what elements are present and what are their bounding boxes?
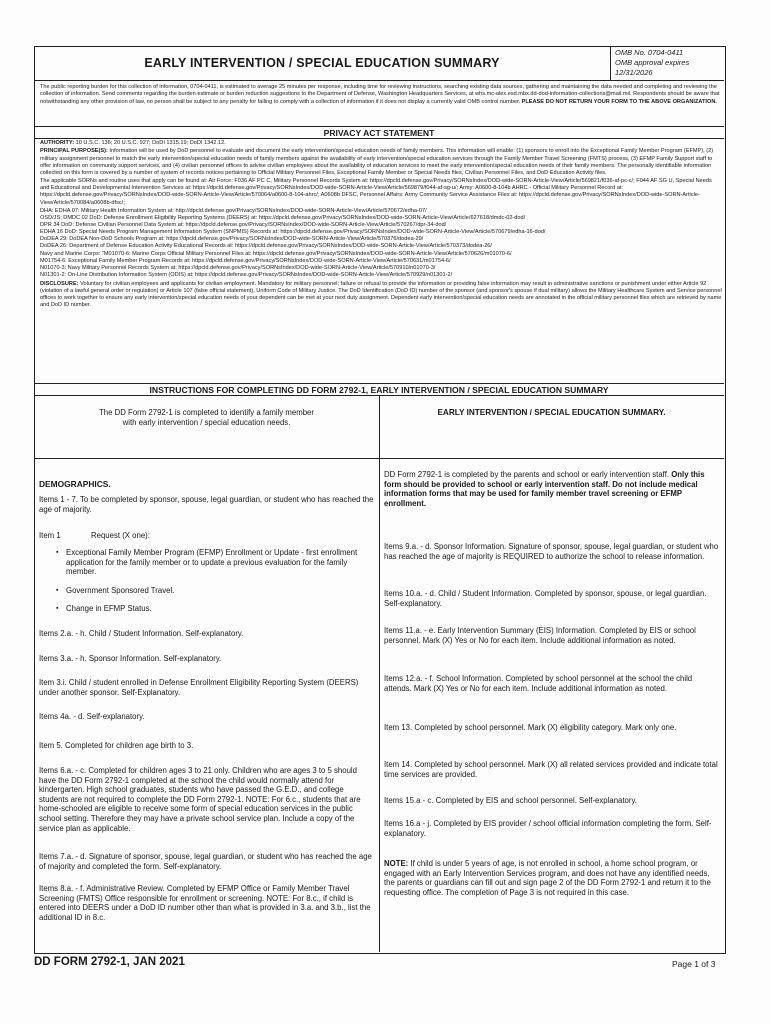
left-item: Items 6.a. - c. Completed for children ages 3 to 21 only. Children who are ages 3 to 5 should have the DD Form 2792-1 completed at the school the child would normally attend for kindergarten. High school graduates, students who have passed the G.E.D., and college students are not required to complete the DD Form 2792-1. NOTE: For 6.c., students that are home-schooled are eligible to receive some form of special education services in the public school setting. Therefore they may have a private school service plan. Include a copy of the service plan as applicable. (39, 766, 361, 833)
purpose-text: Information will be used by DoD personnel to evaluate and document the early intervention/special education needs of family members. This information will enable: (1) sponsors to enroll into the Exceptional Family Member Program (EFMP), (2) military assignment personnel to match the early intervention/special education needs of family members against the availability of early intervention/special education services through the Family Member Travel Screening (FMTS) process, (3) EFMP Family Support staff to offer information on community support services, and (4) civilian personnel offices to advise civilian employees about the availability of education services to meet the early intervention/special education needs of their family members. The personally identifiable information collected on this form is covered by a number of system of records notices pertaining to Official Military Personnel Files, Exceptional Family Member or Special Needs files, Civilian Personnel Files, and DoD Education Activity files. (40, 148, 714, 176)
authority-paragraph (40, 140, 722, 147)
note-text: If child is under 5 years of age, is not enrolled in school, a home school program, or engaged with an Early Intervention Services program, and does not have any identified needs, the parents or guardians can fill out and sign page 2 of the DD Form 2792-1 and return it to the requesting office. The completion of Page 3 is not required in this case. (384, 859, 711, 897)
right-intro (384, 470, 719, 508)
form-header (34, 46, 724, 81)
purpose-label: PRINCIPAL PURPOSE(S): (40, 148, 108, 155)
right-item: Items 12.a. - f. School Information. Completed by school personnel at the school the child attends. Mark (X) Yes or No for each item. Include additional information as noted. (384, 674, 693, 693)
right-heading: EARLY INTERVENTION / SPECIAL EDUCATION SUMMARY. (437, 408, 666, 417)
items-1-7-text: Items 1 - 7. To be completed by sponsor, spouse, legal guardian, or student who has reached the age of majority. (39, 495, 374, 514)
form-identifier: DD FORM 2792-1, JAN 2021 (34, 956, 185, 968)
left-item: Item 3.i. Child / student enrolled in Defense Enrollment Eligibility Reporting System (DEERS) under another sponsor. Self-Explanatory. (39, 678, 359, 697)
sorn-line: N01301-2: On-Line Distribution Information System (ODIS) at: https://dpcld.defense.gov/Privacy/SORNsIndex/DOD-wide-SORN-Article-View/Article/570929/n01301-2/ (40, 271, 453, 278)
right-item: Items 10.a. - d. Child / Student Information. Completed by sponsor, spouse, or legal guardian. Self-explanatory. (384, 589, 707, 608)
disclosure-label: DISCLOSURE: (40, 280, 79, 287)
item-1-text: Request (X one): (91, 531, 150, 540)
right-intro-bold: Only this form should be provided to school or early intervention staff. Do not include medical information forms that may be used for family member travel screening or EFMP enrollment. (384, 470, 705, 508)
purpose-paragraph (40, 148, 722, 176)
right-item: Items 15.a - c. Completed by EIS and school personnel. Self-explanatory. (384, 796, 637, 805)
left-item: Items 3.a. - h. Sponsor Information. Self-explanatory. (39, 654, 222, 663)
note-paragraph (384, 859, 719, 897)
bullet-travel: ▪ Government Sponsored Travel. (66, 586, 373, 596)
page-number: Page 1 of 3 (672, 959, 716, 969)
omb-date: 12/31/2026 (615, 68, 653, 77)
demographics-label: DEMOGRAPHICS. (39, 479, 111, 489)
sorn-intro: The applicable SORNs and routine uses that apply can be found at: Air Force: F036 AF PC C, Military Personnel Records System at: https://dpcld.defense.gov/Privacy/SORNsIndex/DOD-wide-SORN-Article-View/Article/569821/f036-af-pc-c/; F044 AF SG U, Special Needs and Educational and Developmental Intervention Services at: https://dpcld.defense.gov/Privacy/SORNsIndex/DOD-wide-SORN-Article-View/Article/569879/f044-af-sg-u/; Army: A0600-8-104b AHRC - Official Military Personnel Record at: https://dpcld.defense.gov/Privacy/SORNsIndex/DOD-wide-SORN-Article-View/Article/570064/a0600-8-104-ahrc/; A0608b DFSC, Personnel Affairs: Army Community Service Assistance Files at: https://dpcld.defense.gov/Privacy/SORNsIndex/DOD-wide-SORN-Article-View/Article/570084/a0608b-dfsc/; (40, 178, 712, 206)
sorn-line: OSD/JS: DMDC 02 DoD: Defense Enrollment Eligibility Reporting Systems (DEERS) at: https://dpcld.defense.gov/Privacy/SORNsIndex/DOD-wide-SORN-Article-View/Article/627618/dmdc-02-dod/ (40, 215, 526, 222)
omb-box (610, 46, 724, 80)
left-item: Items 2.a. - h. Child / Student Information. Self-explanatory. (39, 629, 244, 638)
right-item: Items 11.a. - e. Early Intervention Summary (EIS) Information. Completed by EIS or school personnel. Mark (X) Yes or No for each item. Include additional information as noted. (384, 626, 696, 645)
sorn-line: DoDEA 29: DoDEA Non-DoD Schools Program at: https://dpcld.defense.gov/Privacy/SORNsIndex/DOD-wide-SORN-Article-View/Article/570376/dodea-29/ (40, 236, 424, 243)
left-intro-text: The DD Form 2792-1 is completed to identify a family member with early intervention / special education needs. (99, 408, 314, 427)
bullet-status: ▪ Change in EFMP Status. (66, 604, 373, 614)
instructions-left-column (34, 396, 380, 952)
right-intro-text: DD Form 2792-1 is completed by the parents and school or early intervention staff. (384, 470, 670, 479)
sorn-line: N01070-3: Navy Military Personnel Records System at: https://dpcld.defense.gov/Privacy/SORNsIndex/DOD-wide-SORN-Article-View/Article/570910/n01070-3/ (40, 264, 436, 271)
authority-text: 10 U.S.C. 136; 20 U.S.C. 927; DoDI 1315.19; DoDI 1342.12. (75, 140, 226, 146)
instructions-heading: INSTRUCTIONS FOR COMPLETING DD FORM 2792-1, EARLY INTERVENTION / SPECIAL EDUCATION SUMMARY (34, 383, 724, 396)
left-item: Items 4a. - d. Self-explanatory. (39, 712, 145, 721)
item-1-label: Item 1 (39, 531, 61, 540)
sorn-line: EDHA 16 DoD: Special Needs Program Management Information System (SNPMIS) Records at: https://dpcld.defense.gov/Privacy/SORNsIndex/DOD-wide-SORN-Article-View/Article/570679/edha-16-dod/ (40, 229, 546, 236)
authority-label: AUTHORITY: (40, 140, 75, 146)
burden-bold-text: PLEASE DO NOT RETURN YOUR FORM TO THE ABOVE ORGANIZATION. (521, 98, 717, 105)
left-intro-box (34, 396, 379, 459)
sorn-line: Navy and Marine Corps: "M01070-6: Marine Corps Official Military Personnel Files at: https://dpcld.defense.gov/Privacy/SORNsIndex/DOD-wide-SORN-Article-View/Article/570626/m01070-6/ (40, 250, 512, 257)
privacy-heading: PRIVACY ACT STATEMENT (34, 126, 724, 139)
right-item: Items 9.a. - d. Sponsor Information. Signature of sponsor, spouse, legal guardian, or student who has reached the age of majority is REQUIRED to authorize the school to release information. (384, 542, 719, 561)
sorn-line: DPR 34 DoD: Defense Civilian Personnel Data System at: https://dpcld.defense.gov/Privacy/SORNsIndex/DOD-wide-SORN-Article-View/Article/570267/dpr-34-dod/ (40, 222, 447, 229)
right-item: Item 14. Completed by school personnel. Mark (X) all related services provided and indicate total time services are provided. (384, 760, 718, 779)
privacy-act-statement (40, 140, 722, 311)
right-item: Item 13. Completed by school personnel. Mark (X) eligibility category. Mark only one. (384, 723, 677, 732)
right-item: Items 16.a - j. Completed by EIS provider / school official information completing the form. Self-explanatory. (384, 819, 712, 838)
burden-statement (40, 84, 720, 106)
left-item: Items 7.a. - d. Signature of sponsor, spouse, legal guardian, or student who has reached the age of majority and completed the form. Self-explanatory. (39, 852, 372, 871)
note-label: NOTE: (384, 859, 409, 868)
sorn-line: DoDEA 26: Department of Defense Education Activity Educational Records at: https://dpcld.defense.gov/Privacy/SORNsIndex/DOD-wide-SORN-Article-View/Article/570373/dodea-26/ (40, 243, 492, 250)
disclosure-text: Voluntary for civilian employees and applicants for civilian employment. Mandatory for military personnel; failure or refusal to provide the information or providing false information may result in administrative sanctions or punishment under either Article 92 (violation of a lawful general order or regulation) or Article 107 (false official statement), Uniform Code of Military Justice. The DoD Identification (DoD ID) number of the sponsor (and sponsor's spouse if dual military) allows the Military Healthcare System and Service personnel offices to work together to ensure any early intervention/special education needs of your dependent can be met at your next duty assignment. Dependent early intervention/special education needs are annotated in the official military personnel files which are retrieved by name and DoD ID number. (40, 280, 722, 309)
right-heading-box (379, 396, 724, 459)
sorn-line: DHA: EDHA 07: Military Health Information System at: http://dpcld.defense.gov/Privacy/SORNsIndex/DOD-wide-SORN-Article-View/Article/570672/edha-07/ (40, 208, 427, 215)
form-title: EARLY INTERVENTION / SPECIAL EDUCATION SUMMARY (144, 56, 500, 70)
omb-number: OMB No. 0704-0411 (615, 48, 684, 57)
item-1-row (39, 531, 374, 541)
instructions-right-column (379, 396, 724, 952)
bullet-efmp: ▪ Exceptional Family Member Program (EFMP) Enrollment or Update - first enrollment application for the family member or to update a previous evaluation for the family member. (66, 548, 373, 577)
left-item: Item 5. Completed for children age birth to 3. (39, 741, 194, 750)
sorn-list (40, 208, 722, 279)
sorn-line: M01754-6: Exceptional Family Member Program Records at: https://dpcld.defense.gov/Privacy/SORNsIndex/DOD-wide-SORN-Article-View/Article/570631/m01754-6/ (40, 257, 451, 264)
left-item: Items 8.a. - f. Administrative Review. Completed by EFMP Office or Family Member Travel Screening (FMTS) Office responsible for enrollment or screening. NOTE: For 8.c., if child is entered into DEERS under a DoD ID number other than what is provided in 3.a. and 3.b., list the additional ID in 8.c. (39, 884, 371, 922)
burden-text: The public reporting burden for this collection of information, 0704-0411, is estimated to average 25 minutes per response, including time for reviewing instructions, searching existing data sources, gathering and maintaining the data needed and completing and reviewing the collection of information. Send comments regarding the burden estimate or burden reduction suggestions to the Department of Defense, Washington Headquarters Services, at whs.mc-alex.esd.mbx.dd-dod-information-collections@mail.mil. Respondents should be aware that notwithstanding any other provision of law, no person shall be subject to any penalty for failing to comply with a collection of information if it does not display a currently valid OMB control number. (40, 84, 720, 105)
disclosure-paragraph (40, 281, 722, 309)
omb-approval: OMB approval expires (615, 58, 690, 67)
